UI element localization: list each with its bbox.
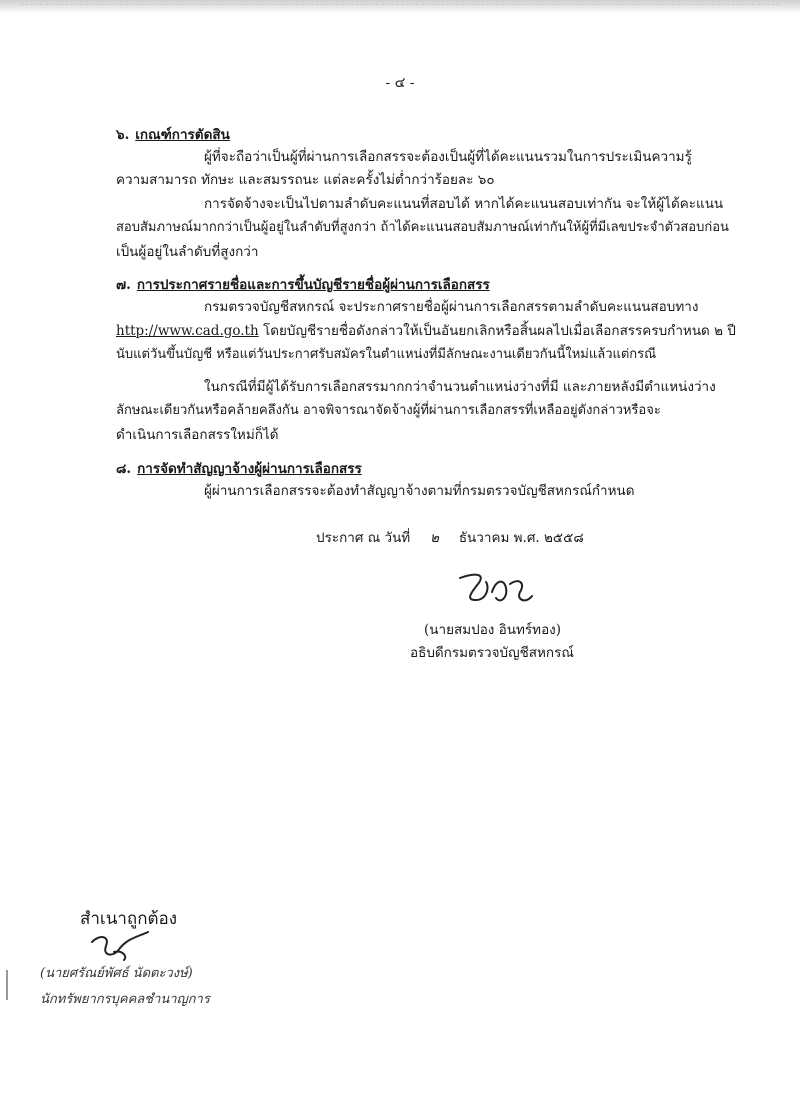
paragraph-line: ในกรณีที่มีผู้ได้รับการเลือกสรรมากกว่าจำนวนตำแหน่งว่างที่มี และภายหลังมีตำแหน่งว่าง [204,379,716,395]
announcement-date [316,528,584,548]
paragraph-line: ลักษณะเดียวกันหรือคล้ายคลึงกัน อาจพิจารณาจัดจ้างผู้ที่ผ่านการเลือกสรรที่เหลืออยู่ดังกล่าวหรือจะ [116,403,661,418]
section-heading-7 [116,273,490,295]
certified-copy-title: สำเนาถูกต้อง [80,909,178,929]
paragraph-line: ผู้ที่จะถือว่าเป็นผู้ที่ผ่านการเลือกสรรจะต้องเป็นผู้ที่ได้คะแนนรวมในการประเมินความรู้ [204,149,692,165]
section-number: ๘. [116,461,132,477]
website-link[interactable]: http://www.cad.go.th [116,323,259,339]
signatory-name: (นายสมปอง อินทร์ทอง) [424,622,562,638]
section-heading-6 [116,123,230,145]
paragraph-line [116,321,736,341]
announcement-prefix: ประกาศ ณ วันที่ [316,530,411,546]
scan-noise [20,4,780,11]
section-number: ๖. [116,127,130,143]
announcement-day: ๒ [430,530,439,546]
announcement-month-year: ธันวาคม พ.ศ. ๒๕๕๘ [458,530,584,546]
paragraph-line: ผู้ผ่านการเลือกสรรจะต้องทำสัญญาจ้างตามที่กรมตรวจบัญชีสหกรณ์กำหนด [204,483,635,499]
page-number: - ๔ - [385,75,415,91]
signatory-position: อธิบดีกรมตรวจบัญชีสหกรณ์ [410,645,574,661]
paragraph-line: ดำเนินการเลือกสรรใหม่ก็ได้ [116,427,279,443]
paragraph-line: การจัดจ้างจะเป็นไปตามลำดับคะแนนที่สอบได้ หากได้คะแนนสอบเท่ากัน จะให้ผู้ได้คะแนน [204,196,724,212]
paragraph-text: โดยบัญชีรายชื่อดังกล่าวให้เป็นอันยกเลิกหรือสิ้นผลไปเมื่อเลือกสรรครบกำหนด ๒ ปี [262,323,736,339]
paragraph-line: กรมตรวจบัญชีสหกรณ์ จะประกาศรายชื่อผู้ผ่านการเลือกสรรตามลำดับคะแนนสอบทาง [204,299,699,315]
section-heading-8 [116,457,362,479]
certifier-signature [84,930,154,964]
section-title: การจัดทำสัญญาจ้างผู้ผ่านการเลือกสรร [137,461,362,477]
certifier-name: (นายศรัณย์พัศธ์ นัดตะวงษ์) [40,966,193,981]
section-title: เกณฑ์การตัดสิน [135,127,230,143]
director-signature [456,570,536,610]
section-title: การประกาศรายชื่อและการขึ้นบัญชีรายชื่อผู้ผ่านการเลือกสรร [136,277,490,293]
paragraph-line: สอบสัมภาษณ์มากกว่าเป็นผู้อยู่ในลำดับที่สูงกว่า ถ้าได้คะแนนสอบสัมภาษณ์เท่ากันให้ผู้ที่มีเลขประจำตัวสอบก่อน [116,220,729,235]
paragraph-line: เป็นผู้อยู่ในลำดับที่สูงกว่า [116,244,259,260]
certifier-position: นักทรัพยากรบุคคลชำนาญการ [40,992,210,1007]
scan-edge-mark [6,970,8,1000]
paragraph-line: นับแต่วันขึ้นบัญชี หรือแต่วันประกาศรับสมัครในตำแหน่งที่มีลักษณะงานเดียวกันนี้ใหม่แล้วแต่กรณี [116,347,657,362]
scan-edge [0,0,800,14]
section-number: ๗. [116,277,131,293]
paragraph-line: ความสามารถ ทักษะ และสมรรถนะ แต่ละครั้งไม่ต่ำกว่าร้อยละ ๖๐ [116,172,495,188]
